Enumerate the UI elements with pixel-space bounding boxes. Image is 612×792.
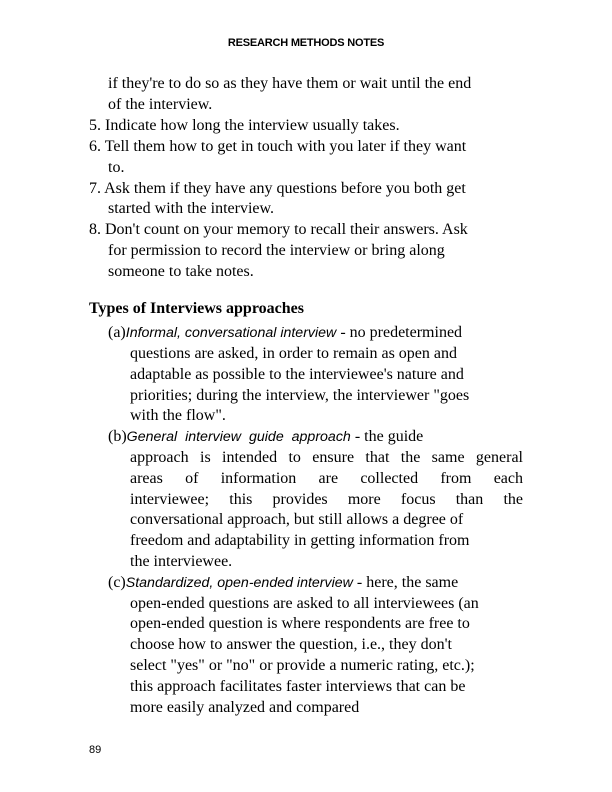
- approach-line: open-ended questions are asked to all interviewees (an: [130, 595, 479, 612]
- approach-c-first-line: [108, 573, 458, 594]
- approach-line: choose how to answer the question, i.e., they don't: [130, 636, 452, 653]
- section-heading: Types of Interviews approaches: [89, 300, 304, 317]
- list-item-7-cont: started with the interview.: [108, 200, 275, 217]
- approach-a-first-line: [108, 323, 462, 344]
- approach-line: more easily analyzed and compared: [130, 699, 360, 716]
- approach-line: open-ended question is where respondents are free to: [130, 615, 470, 632]
- approach-first-rest: - here, the same: [352, 574, 459, 591]
- approach-b-first-line: [108, 427, 423, 448]
- list-continuation-line: if they're to do so as they have them or wait until the end: [108, 75, 472, 92]
- approach-line: this approach facilitates faster interviews that can be: [130, 678, 466, 695]
- page-number: 89: [89, 744, 102, 756]
- approach-title: General interview guide approach: [126, 429, 351, 445]
- approach-line: adaptable as possible to the interviewee's nature and: [130, 366, 464, 383]
- list-item-7: 7. Ask them if they have any questions before you both get: [89, 180, 466, 197]
- approach-line: with the flow".: [130, 407, 226, 424]
- approach-label: (b): [108, 428, 127, 445]
- list-item-8-cont: for permission to record the interview or bring along: [108, 242, 445, 259]
- approach-line: the interviewee.: [130, 553, 233, 570]
- running-header: RESEARCH METHODS NOTES: [227, 37, 385, 49]
- approach-line: select "yes" or "no" or provide a numeric rating, etc.);: [130, 657, 475, 674]
- list-item-6: 6. Tell them how to get in touch with you later if they want: [89, 138, 467, 155]
- approach-line: questions are asked, in order to remain as open and: [130, 345, 458, 362]
- list-item-5: 5. Indicate how long the interview usually takes.: [89, 117, 400, 134]
- list-item-8-cont: someone to take notes.: [108, 263, 254, 280]
- approach-line: conversational approach, but still allows a degree of: [130, 511, 464, 528]
- approach-line: areas of information are collected from each: [130, 470, 523, 487]
- approach-line: freedom and adaptability in getting information from: [130, 532, 470, 549]
- approach-line: approach is intended to ensure that the same general: [130, 449, 523, 466]
- approach-first-rest: - no predetermined: [336, 324, 463, 341]
- list-item-8: 8. Don't count on your memory to recall their answers. Ask: [89, 221, 468, 238]
- approach-title: Standardized, open-ended interview: [125, 575, 353, 591]
- approach-line: interviewee; this provides more focus than the: [130, 491, 523, 508]
- approach-title: Informal, conversational interview: [125, 325, 337, 341]
- list-continuation-line: of the interview.: [108, 96, 213, 113]
- approach-line: priorities; during the interview, the interviewer "goes: [130, 387, 470, 404]
- approach-label: (c): [108, 574, 126, 591]
- approach-label: (a): [108, 324, 126, 341]
- list-item-6-cont: to.: [108, 159, 125, 176]
- approach-first-rest: - the guide: [350, 428, 424, 445]
